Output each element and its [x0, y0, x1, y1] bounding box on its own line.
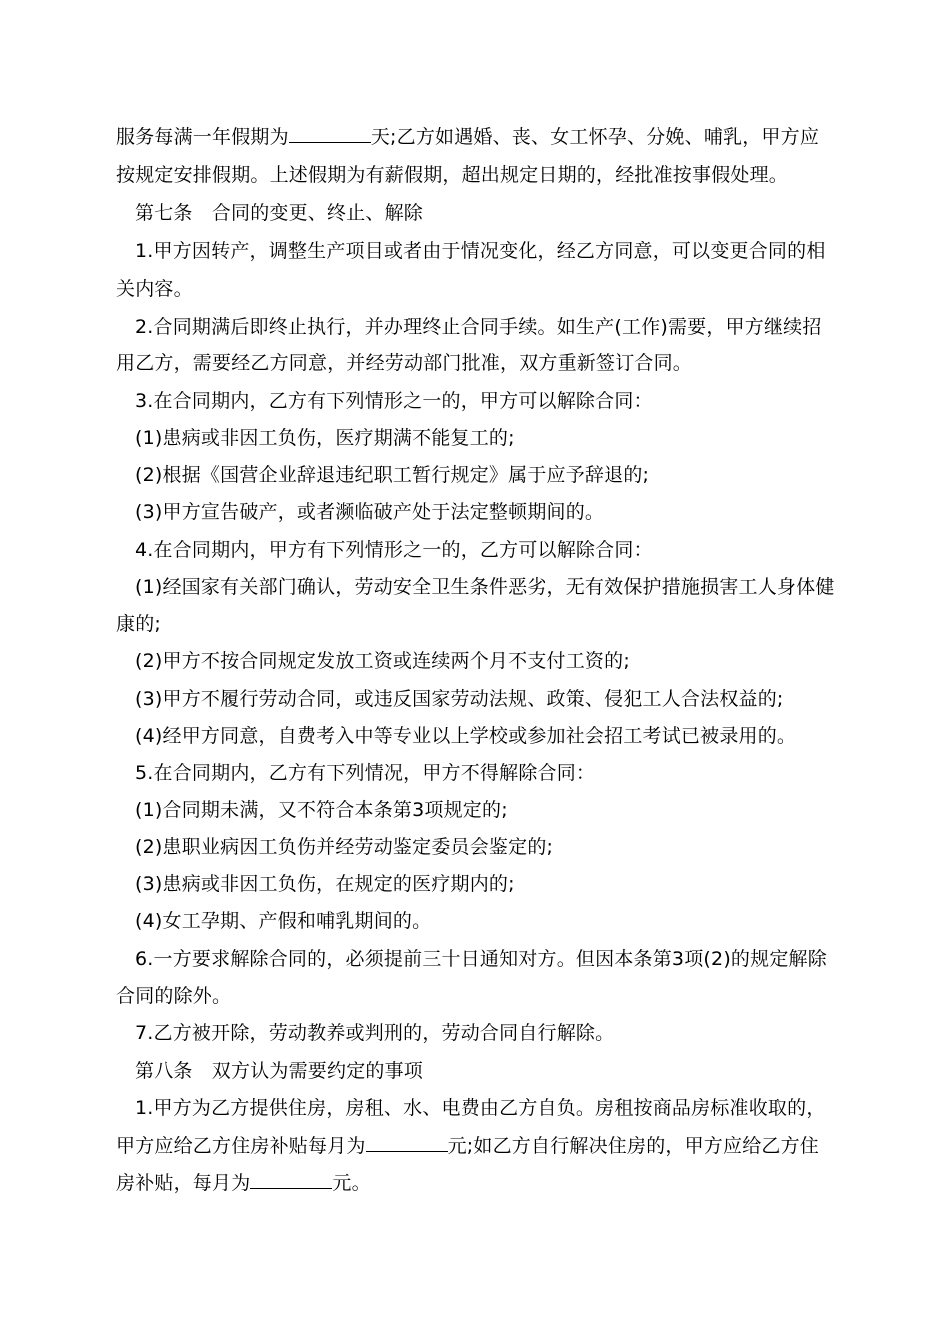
text-line: (3)甲方不履行劳动合同，或违反国家劳动法规、政策、侵犯工人合法权益的;	[135, 688, 784, 710]
text-line: (4)经甲方同意，自费考入中等专业以上学校或参加社会招工考试已被录用的。	[135, 725, 797, 747]
fill-blank	[366, 1133, 448, 1152]
text-line: (2)根据《国营企业辞退违纪职工暂行规定》属于应予辞退的;	[135, 464, 650, 486]
text-line: 6.一方要求解除合同的，必须提前三十日通知对方。但因本条第3项(2)的规定解除	[135, 948, 827, 970]
text-line: 1.甲方为乙方提供住房，房租、水、电费由乙方自负。房租按商品房标准收取的，	[135, 1097, 826, 1119]
text-line: 1.甲方因转产，调整生产项目或者由于情况变化，经乙方同意，可以变更合同的相	[135, 240, 826, 262]
text-line: (1)患病或非因工负伤，医疗期满不能复工的;	[135, 427, 515, 449]
text-line	[116, 1170, 836, 1196]
text-fragment: 元。	[332, 1172, 371, 1194]
text-line: 5.在合同期内，乙方有下列情况，甲方不得解除合同：	[135, 762, 596, 784]
text-fragment: 服务每满一年假期为	[116, 126, 289, 148]
text-fragment: 天;乙方如遇婚、丧、女工怀孕、分娩、哺乳，甲方应	[370, 126, 820, 148]
text-line: 4.在合同期内，甲方有下列情形之一的，乙方可以解除合同：	[135, 539, 653, 561]
text-line: (3)甲方宣告破产，或者濒临破产处于法定整顿期间的。	[135, 501, 605, 523]
text-line	[116, 1133, 836, 1159]
text-fragment: 元;如乙方自行解决住房的，甲方应给乙方住	[447, 1135, 820, 1157]
text-line: (3)患病或非因工负伤，在规定的医疗期内的;	[135, 873, 515, 895]
text-line: (1)经国家有关部门确认，劳动安全卫生条件恶劣，无有效保护措施损害工人身体健	[135, 576, 835, 598]
text-line: 3.在合同期内，乙方有下列情形之一的，甲方可以解除合同：	[135, 390, 653, 412]
text-line: (2)甲方不按合同规定发放工资或连续两个月不支付工资的;	[135, 650, 630, 672]
text-line: (1)合同期未满，又不符合本条第3项规定的;	[135, 799, 508, 821]
text-line: (4)女工孕期、产假和哺乳期间的。	[135, 910, 432, 932]
text-line: 按规定安排假期。上述假期为有薪假期，超出规定日期的，经批准按事假处理。	[116, 164, 789, 186]
fill-blank	[289, 124, 371, 143]
text-line: 2.合同期满后即终止执行，并办理终止合同手续。如生产(工作)需要，甲方继续招	[135, 316, 822, 338]
text-line	[116, 124, 836, 150]
text-line: 用乙方，需要经乙方同意，并经劳动部门批准，双方重新签订合同。	[116, 352, 693, 374]
text-line: 合同的除外。	[116, 985, 232, 1007]
text-line: 关内容。	[116, 278, 193, 300]
section-heading: 第八条 双方认为需要约定的事项	[135, 1060, 424, 1082]
text-line: (2)患职业病因工负伤并经劳动鉴定委员会鉴定的;	[135, 836, 554, 858]
text-fragment: 甲方应给乙方住房补贴每月为	[116, 1135, 366, 1157]
text-line: 康的;	[116, 613, 162, 635]
section-heading: 第七条 合同的变更、终止、解除	[135, 202, 424, 224]
text-fragment: 房补贴，每月为	[116, 1172, 251, 1194]
text-line: 7.乙方被开除，劳动教养或判刑的，劳动合同自行解除。	[135, 1022, 615, 1044]
fill-blank	[250, 1170, 332, 1189]
